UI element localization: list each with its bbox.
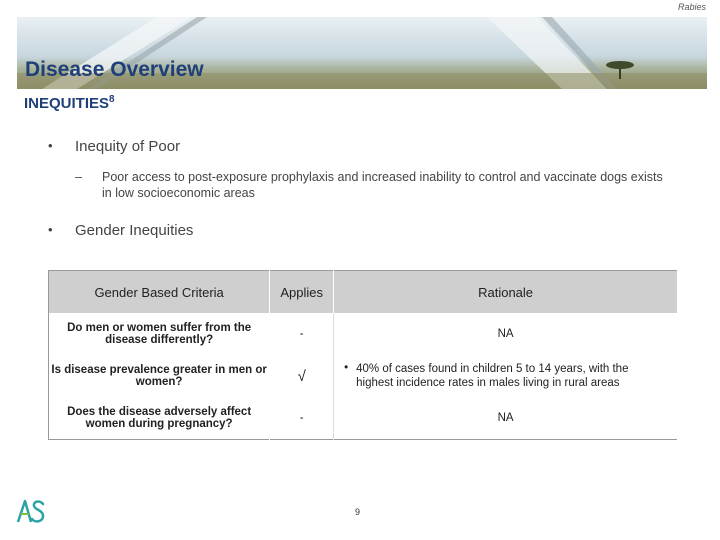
table-header-row: [49, 271, 678, 314]
rationale-text: 40% of cases found in children 5 to 14 years, with the highest incidence rates in males living in rural areas: [356, 363, 629, 389]
table-row: [49, 313, 678, 355]
header-applies: Applies: [270, 271, 334, 314]
gender-criteria-table: [48, 270, 678, 440]
criteria-cell: Is disease prevalence greater in men or women?: [49, 355, 270, 397]
rationale-cell: NA: [334, 313, 678, 355]
sub-bullet-text: Poor access to post-exposure prophylaxis and increased inability to control and vaccinate dogs exists in low socioeconomic areas: [102, 170, 663, 200]
applies-cell: -: [270, 313, 334, 355]
slide-title: Disease Overview: [25, 58, 204, 81]
bullet-marker: •: [48, 222, 53, 237]
rationale-cell: NA: [334, 397, 678, 440]
applies-checkmark-cell: √: [270, 355, 334, 397]
heading-footnote-ref: 8: [109, 94, 115, 105]
bullet-text: Gender Inequities: [75, 222, 194, 239]
slide-topic: Rabies: [677, 2, 706, 12]
criteria-cell: Do men or women suffer from the disease differently?: [49, 313, 270, 355]
criteria-cell: Does the disease adversely affect women during pregnancy?: [49, 397, 270, 440]
header-rationale: Rationale: [334, 271, 678, 314]
dash-marker: –: [75, 170, 82, 184]
rationale-cell: [334, 355, 678, 397]
applies-cell: -: [270, 397, 334, 440]
bullet-text: Inequity of Poor: [75, 138, 181, 155]
header-criteria: Gender Based Criteria: [49, 271, 270, 314]
table-row: [49, 355, 678, 397]
rationale-bullet: •: [344, 362, 349, 374]
heading-text: INEQUITIES: [24, 95, 110, 112]
table-row: [49, 397, 678, 440]
bullet-marker: •: [48, 138, 53, 153]
as-logo: [16, 498, 46, 529]
page-number: 9: [355, 507, 361, 517]
section-heading: [24, 94, 115, 112]
